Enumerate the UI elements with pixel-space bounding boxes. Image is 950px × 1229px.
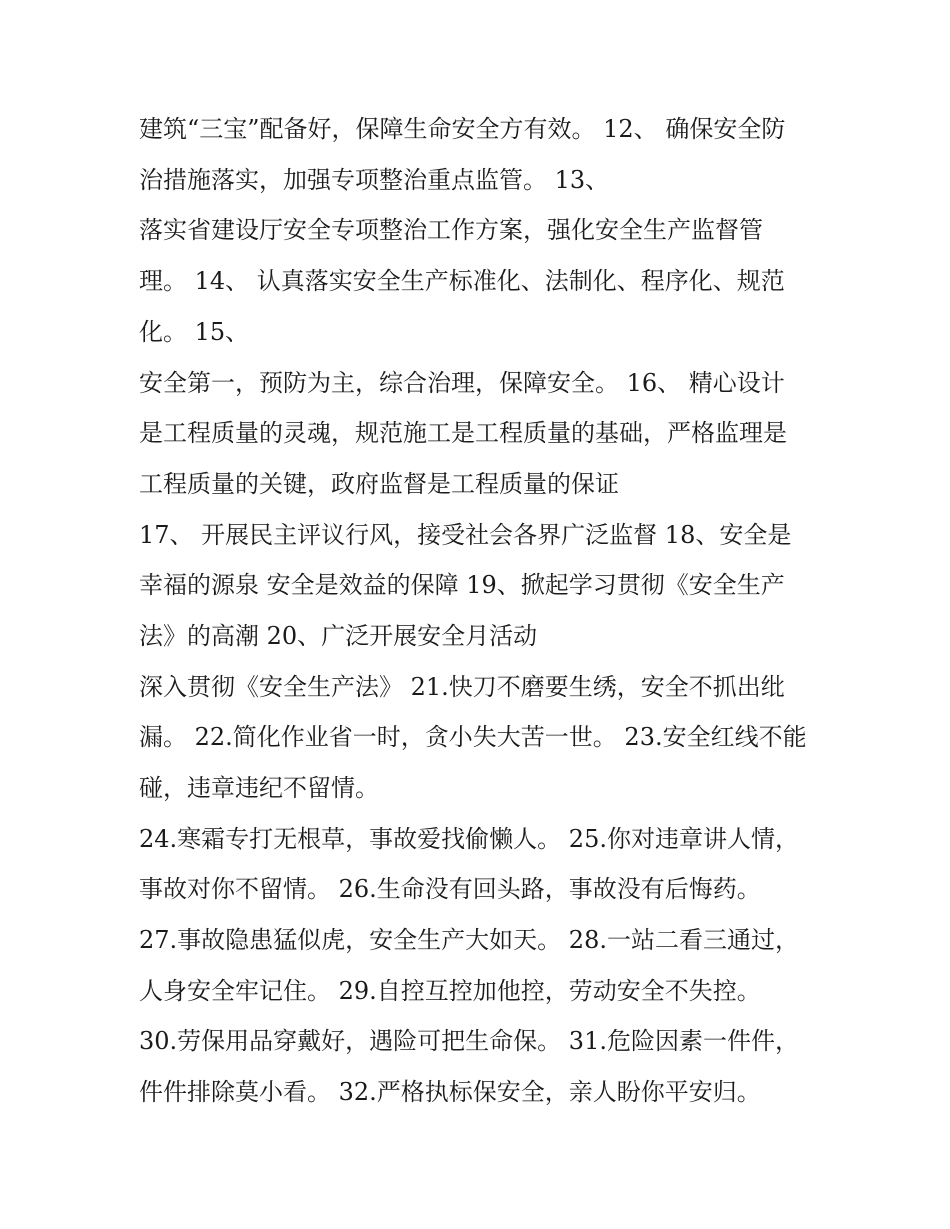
text-line: 27.事故隐患猛似虎，安全生产大如天。 28.一站二看三通过， (139, 926, 799, 954)
text-line: 17、 开展民主评议行风，接受社会各界广泛监督 18、安全是 (139, 521, 792, 549)
text-line: 人身安全牢记住。 29.自控互控加他控，劳动安全不失控。 (139, 977, 761, 1005)
text-line: 化。 15、 (139, 318, 250, 346)
text-line: 安全第一，预防为主，综合治理，保障安全。 16、 精心设计 (139, 369, 785, 397)
text-line: 落实省建设厅安全专项整治工作方案，强化安全生产监督管 (139, 216, 763, 244)
text-line: 30.劳保用品穿戴好，遇险可把生命保。 31.危险因素一件件， (139, 1027, 799, 1055)
text-line: 理。 14、 认真落实安全生产标准化、法制化、程序化、规范 (139, 267, 785, 295)
text-line: 件件排除莫小看。 32.严格执标保安全，亲人盼你平安归。 (139, 1078, 761, 1106)
text-line: 碰，违章违纪不留情。 (139, 774, 379, 802)
text-line: 事故对你不留情。 26.生命没有回头路，事故没有后悔药。 (139, 875, 761, 903)
text-line: 工程质量的关键，政府监督是工程质量的保证 (139, 470, 619, 498)
text-line: 深入贯彻《安全生产法》 21.快刀不磨要生绣，安全不抓出纰 (139, 673, 785, 701)
text-line: 治措施落实，加强专项整治重点监管。 13、 (139, 166, 610, 194)
text-line: 漏。 22.简化作业省一时，贪小失大苦一世。 23.安全红线不能 (139, 723, 807, 751)
text-line: 建筑“三宝”配备好，保障生命安全方有效。 12、 确保安全防 (139, 115, 786, 143)
text-line: 法》的高潮 20、广泛开展安全月活动 (139, 622, 538, 650)
text-line: 24.寒霜专打无根草，事故爱找偷懒人。 25.你对违章讲人情， (139, 825, 799, 853)
text-line: 是工程质量的灵魂，规范施工是工程质量的基础，严格监理是 (139, 419, 787, 447)
text-line: 幸福的源泉 安全是效益的保障 19、掀起学习贯彻《安全生产 (139, 571, 785, 599)
